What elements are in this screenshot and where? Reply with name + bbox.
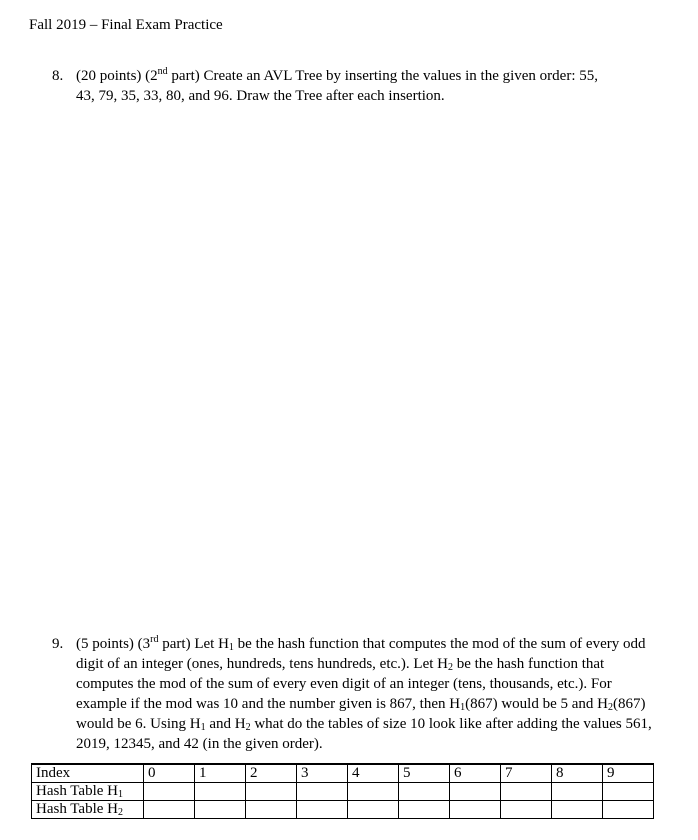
question-number: 9.	[52, 636, 64, 652]
index-cell: 7	[501, 764, 552, 783]
table-cell[interactable]	[501, 801, 552, 819]
table-cell[interactable]	[450, 783, 501, 801]
part-ordinal: rd	[150, 634, 159, 645]
text-seg: be the hash function that computes the mod of the sum of every odd digit of an integer (ones, hundreds, tens hundreds, etc.). Let H	[76, 636, 646, 672]
row-label	[32, 783, 144, 801]
hash-table-h1-row	[32, 783, 654, 801]
subscript: 2	[118, 807, 123, 818]
points-label: (5 points) (3	[76, 636, 151, 652]
hash-table	[31, 763, 654, 819]
text-seg: part) Let H	[158, 636, 229, 652]
index-row	[32, 764, 654, 783]
index-label: Index	[32, 764, 144, 783]
text-seg: (867) would be 5 and H	[465, 696, 608, 712]
question-number: 8.	[52, 68, 64, 84]
table-cell[interactable]	[399, 783, 450, 801]
subscript: 2	[245, 722, 251, 733]
subscript: 1	[460, 702, 466, 713]
table-cell[interactable]	[348, 783, 399, 801]
table-cell[interactable]	[552, 783, 603, 801]
index-cell: 1	[195, 764, 246, 783]
table-cell[interactable]	[195, 783, 246, 801]
subscript: 1	[228, 642, 234, 653]
part-ordinal: nd	[157, 66, 168, 77]
question-text-line-2: 43, 79, 35, 33, 80, and 96. Draw the Tree after each insertion.	[76, 88, 445, 104]
index-cell: 6	[450, 764, 501, 783]
page-header: Fall 2019 – Final Exam Practice	[29, 17, 223, 33]
row-label-text: Hash Table H	[36, 783, 118, 799]
table-cell[interactable]	[552, 801, 603, 819]
points-label: (20 points) (2	[76, 68, 158, 84]
subscript: 1	[200, 722, 206, 733]
question-text-line-1: part) Create an AVL Tree by inserting the values in the given order: 55,	[167, 68, 598, 84]
index-cell: 9	[603, 764, 654, 783]
table-cell[interactable]	[144, 783, 195, 801]
index-cell: 3	[297, 764, 348, 783]
text-seg: what do the tables of size 10 look like after adding the values 561, 2019, 12345, and 42 (in the given order).	[76, 716, 652, 752]
table-cell[interactable]	[246, 801, 297, 819]
table-cell[interactable]	[297, 783, 348, 801]
question-text	[76, 66, 656, 106]
question-text	[76, 634, 652, 754]
index-cell: 5	[399, 764, 450, 783]
text-seg: and H	[205, 716, 246, 732]
table-cell[interactable]	[501, 783, 552, 801]
subscript: 1	[118, 789, 123, 800]
row-label-text: Hash Table H	[36, 801, 118, 817]
text-seg: be the hash function that computes the mod of the sum of every even digit of an integer (tens, thousands, etc.). For example if the mod was 10 and the number given is 867, then H	[76, 656, 612, 712]
table-cell[interactable]	[603, 783, 654, 801]
table-cell[interactable]	[450, 801, 501, 819]
text-seg: (867) would be 6. Using H	[76, 696, 646, 732]
index-cell: 4	[348, 764, 399, 783]
hash-table-h2-row	[32, 801, 654, 819]
table-cell[interactable]	[195, 801, 246, 819]
table-cell[interactable]	[348, 801, 399, 819]
row-label	[32, 801, 144, 819]
index-cell: 2	[246, 764, 297, 783]
table-cell[interactable]	[144, 801, 195, 819]
index-cell: 8	[552, 764, 603, 783]
table-cell[interactable]	[246, 783, 297, 801]
table-cell[interactable]	[297, 801, 348, 819]
subscript: 2	[607, 702, 613, 713]
table-cell[interactable]	[603, 801, 654, 819]
subscript: 2	[447, 662, 453, 673]
index-cell: 0	[144, 764, 195, 783]
table-cell[interactable]	[399, 801, 450, 819]
